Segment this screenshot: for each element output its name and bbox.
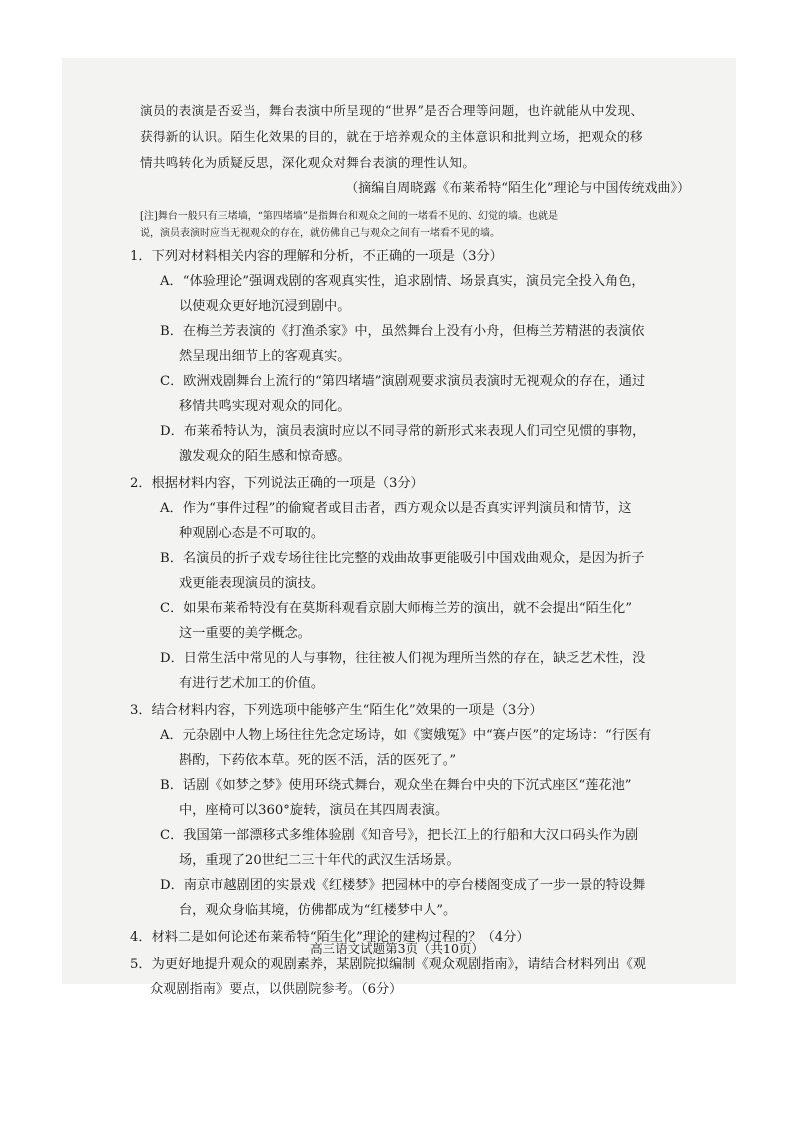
exam-content bbox=[130, 98, 700, 1002]
question-stem: 4．材料二是如何论述布莱希特“陌生化”理论的建构过程的？（4分） bbox=[130, 930, 530, 945]
option-d bbox=[160, 873, 700, 923]
passage-tail bbox=[140, 98, 700, 176]
option-line: D．南京市越剧团的实景戏《红楼梦》把园林中的亭台楼阁变成了一步一景的特设舞 bbox=[160, 878, 646, 893]
option-a bbox=[160, 496, 700, 546]
option-line: B．名演员的折子戏专场往往比完整的戏曲故事更能吸引中国戏曲观众，是因为折子 bbox=[160, 551, 645, 566]
option-line: C．我国第一部漂移式多维体验剧《知音号》，把长江上的行船和大汉口码头作为剧 bbox=[160, 828, 639, 843]
question-stem-continued: 众观剧指南》要点，以供剧院参考。（6分） bbox=[150, 982, 403, 997]
question-stem: 2．根据材料内容，下列说法正确的一项是（3分） bbox=[130, 476, 424, 491]
question-stem: 5．为更好地提升观众的观剧素养，某剧院拟编制《观众观剧指南》，请结合材料列出《观 bbox=[130, 957, 647, 972]
option-c bbox=[160, 596, 700, 646]
option-line: 戏更能表现演员的演技。 bbox=[179, 576, 325, 591]
option-line: B．在梅兰芳表演的《打渔杀家》中，虽然舞台上没有小舟，但梅兰芳精湛的表演依 bbox=[160, 324, 645, 339]
option-line: A．“体验理论”强调戏剧的客观真实性，追求剧情、场景真实，演员完全投入角色， bbox=[160, 274, 645, 289]
option-line: 有进行艺术加工的价值。 bbox=[179, 676, 325, 691]
option-line: 激发观众的陌生感和惊奇感。 bbox=[179, 449, 351, 464]
footnote-line: [注]舞台一般只有三堵墙，“第四堵墙”是指舞台和观众之间的一堵看不见的、幻觉的墙。也就是 bbox=[140, 211, 559, 222]
option-line: 移情共鸣实现对观众的同化。 bbox=[179, 399, 351, 414]
option-line: 中，座椅可以360°旋转，演员在其四周表演。 bbox=[179, 803, 449, 818]
option-line: 以使观众更好地沉浸到剧中。 bbox=[179, 299, 351, 314]
option-line: C．如果布莱希特没有在莫斯科观看京剧大师梅兰芳的演出，就不会提出“陌生化” bbox=[160, 601, 632, 616]
page-footer: 高三语文试题第3页（共10页） bbox=[310, 941, 484, 956]
source-citation: （摘编自周晓露《布莱希特“陌生化”理论与中国传统戏曲》） bbox=[345, 181, 690, 196]
option-line: B．话剧《如梦之梦》使用环绕式舞台，观众坐在舞台中央的下沉式座区“莲花池” bbox=[160, 778, 632, 793]
option-line: 然呈现出细节上的客观真实。 bbox=[179, 349, 351, 364]
question-2 bbox=[130, 471, 700, 696]
passage-line: 获得新的认识。陌生化效果的目的，就在于培养观众的主体意识和批判立场，把观众的移 bbox=[140, 129, 643, 144]
option-line: 这一重要的美学概念。 bbox=[179, 626, 311, 641]
footnote bbox=[140, 208, 700, 242]
option-line: 斟酌，下药依本草。死的医不活，活的医死了。” bbox=[179, 753, 457, 768]
option-d bbox=[160, 419, 700, 469]
question-3 bbox=[130, 698, 700, 923]
passage-line: 演员的表演是否妥当，舞台表演中所呈现的“世界”是否合理等问题，也许就能从中发现、 bbox=[140, 103, 644, 118]
option-b bbox=[160, 773, 700, 823]
question-stem: 1．下列对材料相关内容的理解和分析，不正确的一项是（3分） bbox=[130, 249, 503, 264]
option-line: 场，重现了20世纪二三十年代的武汉生活场景。 bbox=[179, 853, 460, 868]
option-a bbox=[160, 269, 700, 319]
option-line: D．布莱希特认为，演员表演时应以不同寻常的新形式来表现人们司空见惯的事物， bbox=[160, 424, 646, 439]
footnote-line: 说，演员表演时应当无视观众的存在，就仿佛自己与观众之间有一堵看不见的墙。 bbox=[140, 228, 500, 239]
option-d bbox=[160, 646, 700, 696]
option-line: A．作为“事件过程”的偷窥者或目击者，西方观众以是否真实评判演员和情节，这 bbox=[160, 501, 632, 516]
option-line: A．元杂剧中人物上场往往先念定场诗，如《窦娥冤》中“赛卢医”的定场诗：“行医有 bbox=[160, 728, 652, 743]
option-line: 种观剧心态是不可取的。 bbox=[179, 526, 325, 541]
option-b bbox=[160, 319, 700, 369]
question-1 bbox=[130, 244, 700, 469]
option-c bbox=[160, 823, 700, 873]
option-a bbox=[160, 723, 700, 773]
option-b bbox=[160, 546, 700, 596]
option-line: D．日常生活中常见的人与事物，往往被人们视为理所当然的存在，缺乏艺术性，没 bbox=[160, 651, 646, 666]
question-stem: 3．结合材料内容，下列选项中能够产生“陌生化”效果的一项是（3分） bbox=[130, 703, 543, 718]
option-c bbox=[160, 369, 700, 419]
passage-line: 情共鸣转化为质疑反思，深化观众对舞台表演的理性认知。 bbox=[140, 155, 476, 170]
option-line: 台，观众身临其境，仿佛都成为“红楼梦中人”。 bbox=[179, 903, 457, 918]
question-5 bbox=[130, 952, 700, 1002]
option-line: C．欧洲戏剧舞台上流行的“第四堵墙”演剧观要求演员表演时无视观众的存在，通过 bbox=[160, 374, 646, 389]
